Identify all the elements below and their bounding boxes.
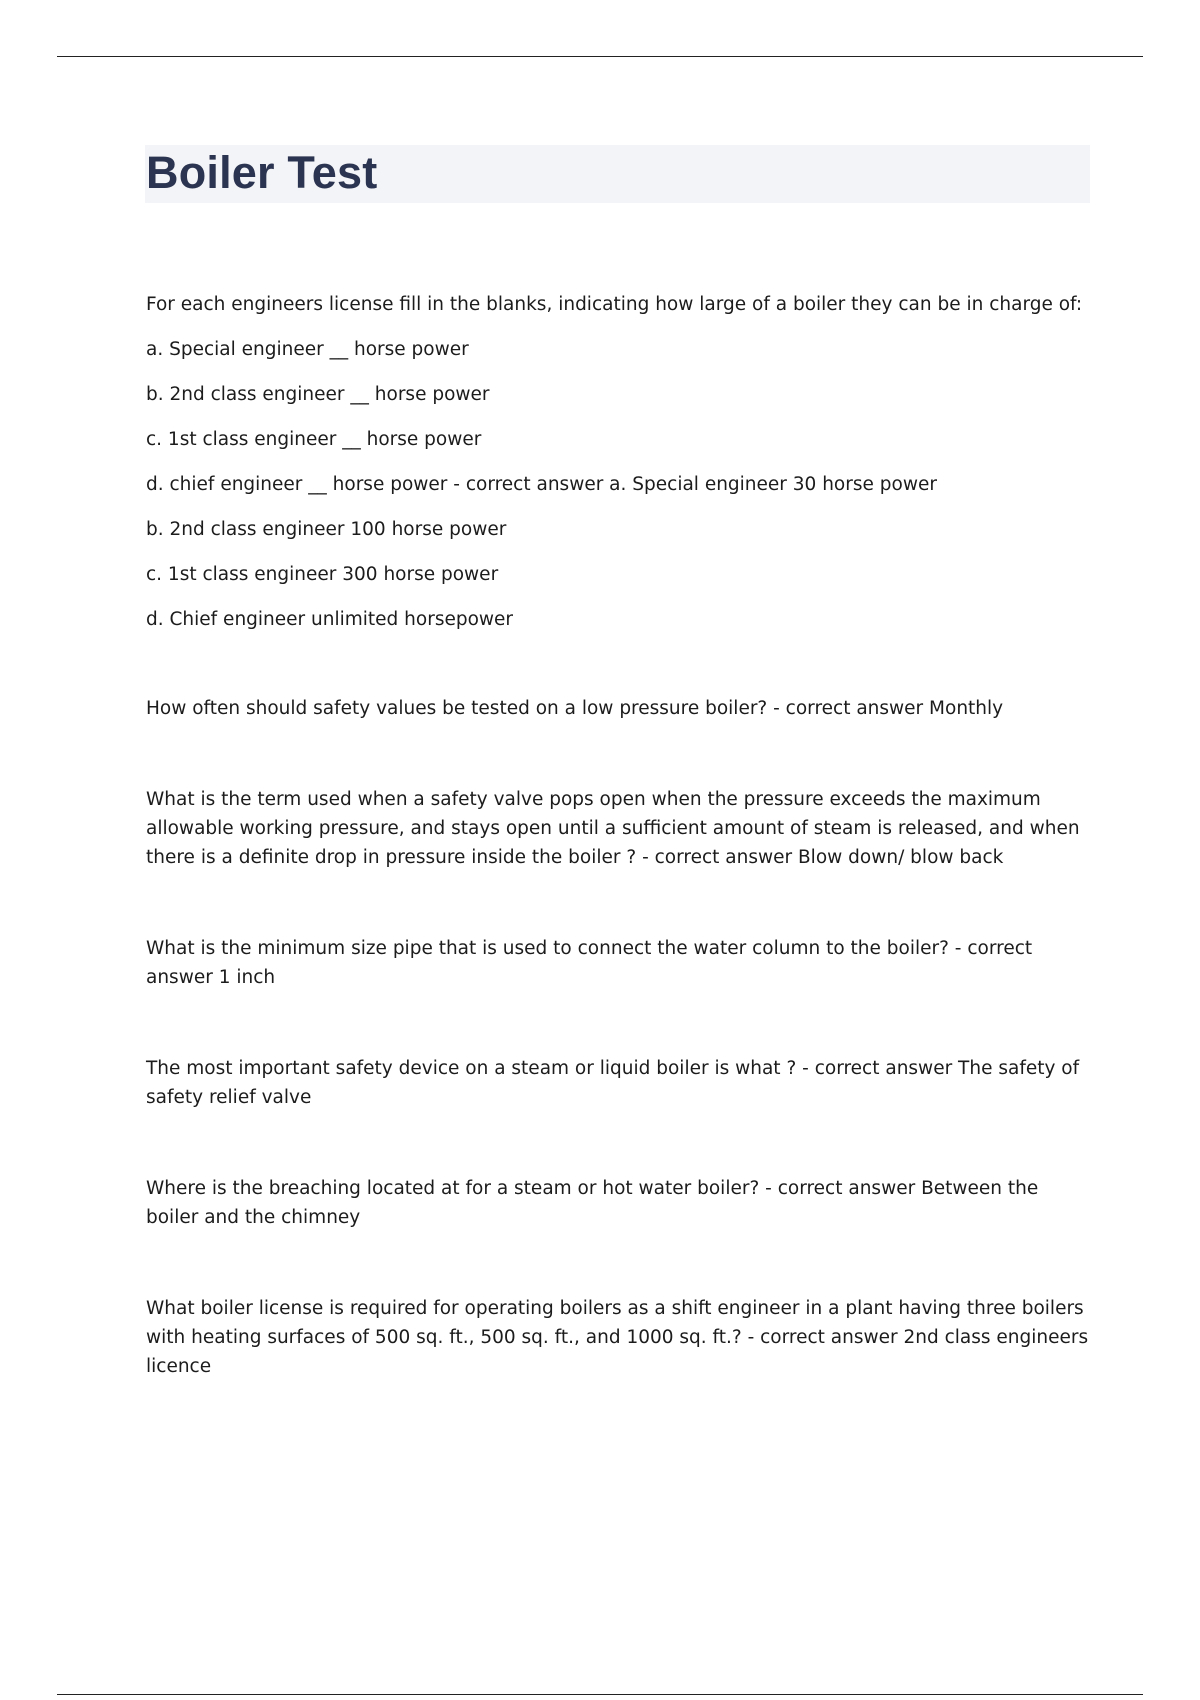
question-block-5 [146,1054,1091,1112]
question-line: b. 2nd class engineer __ horse power [146,384,490,405]
question-text: What is the term used when a safety valve pops open when the pressure exceeds the maximum allowable working pressure, and stays open until a sufficient amount of steam is released, and when there is a definite drop in pressure inside the boiler ? - correct answer Blow down/ blow back [146,789,1080,868]
question-text: What boiler license is required for operating boilers as a shift engineer in a plant having three boilers with heating surfaces of 500 sq. ft., 500 sq. ft., and 1000 sq. ft.? - correct answer 2nd class engineers licence [146,1298,1089,1377]
question-block-3 [146,785,1091,872]
question-prompt: For each engineers license fill in the blanks, indicating how large of a boiler they can be in charge of: [146,294,1083,315]
answer-line: b. 2nd class engineer 100 horse power [146,519,507,540]
question-block-4 [146,934,1091,992]
question-line: a. Special engineer __ horse power [146,339,469,360]
question-text: How often should safety values be tested on a low pressure boiler? - correct answer Monthly [146,698,1004,719]
answer-line: c. 1st class engineer 300 horse power [146,564,499,585]
question-line: c. 1st class engineer __ horse power [146,429,482,450]
answer-line: d. Chief engineer unlimited horsepower [146,609,514,630]
bottom-divider [57,1694,1143,1695]
question-block-2 [146,694,1091,723]
question-line: d. chief engineer __ horse power - correct answer a. Special engineer 30 horse power [146,474,937,495]
question-block-1 [146,290,1091,634]
top-divider [57,56,1143,57]
question-block-6 [146,1174,1091,1232]
question-text: What is the minimum size pipe that is used to connect the water column to the boiler? - correct answer 1 inch [146,938,1033,988]
page-title: Boiler Test [146,147,378,198]
document-body [146,290,1091,1381]
question-text: Where is the breaching located at for a steam or hot water boiler? - correct answer Between the boiler and the chimney [146,1178,1039,1228]
question-text: The most important safety device on a steam or liquid boiler is what ? - correct answer The safety of safety relief valve [146,1058,1080,1108]
question-block-7 [146,1294,1091,1381]
